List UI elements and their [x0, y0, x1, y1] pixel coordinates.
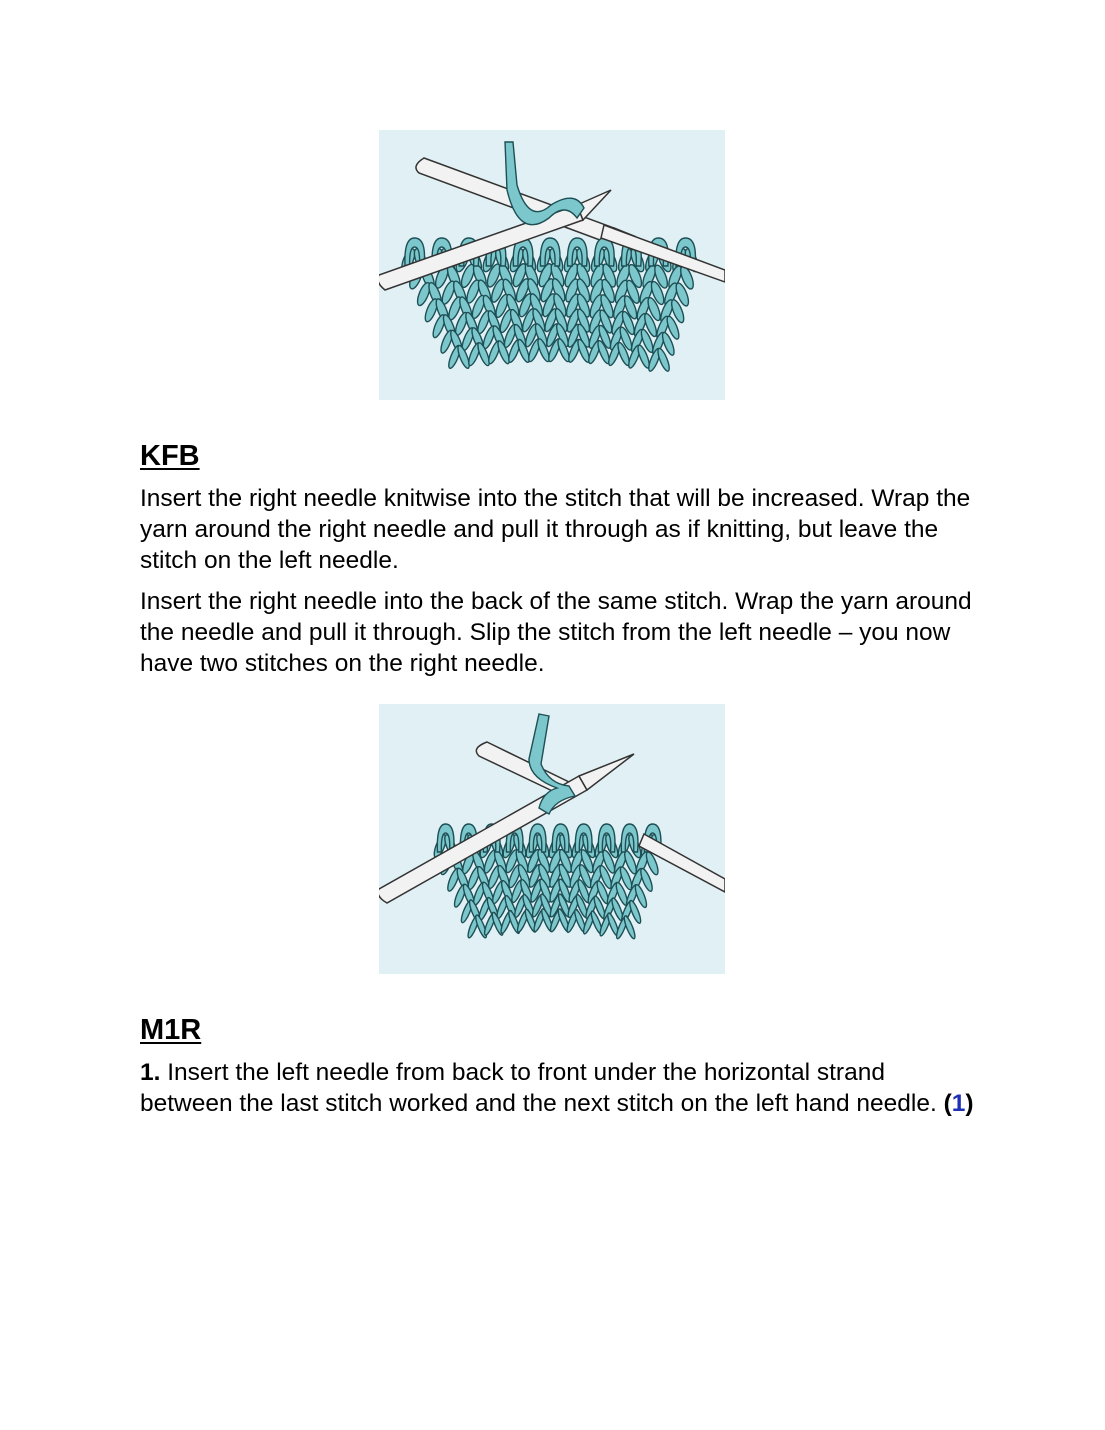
kfb-paragraph-1: Insert the right needle knitwise into the stitch that will be increased. Wrap the yarn around the right needle and pull it through as if knitting, but leave the stitch on the left needle.	[140, 485, 971, 574]
m1r-illustration	[379, 704, 725, 974]
m1r-heading: M1R	[140, 1014, 202, 1046]
working-yarn	[505, 142, 584, 225]
m1r-step-1	[140, 1057, 980, 1119]
knitting-m1r-diagram	[379, 704, 725, 974]
kfb-paragraph-2: Insert the right needle into the back of the same stitch. Wrap the yarn around the needle and pull it through. Slip the stitch from the left needle – you now have two stitches on the right needle.	[140, 588, 972, 677]
figure-reference: (1)	[943, 1090, 974, 1117]
kfb-heading: KFB	[140, 440, 200, 472]
step-number: 1.	[140, 1059, 161, 1086]
kfb-illustration	[379, 130, 725, 400]
knitting-kfb-diagram	[379, 130, 725, 400]
step-text: Insert the left needle from back to front under the horizontal strand between the last stitch worked and the next stitch on the left hand needle.	[140, 1059, 944, 1117]
